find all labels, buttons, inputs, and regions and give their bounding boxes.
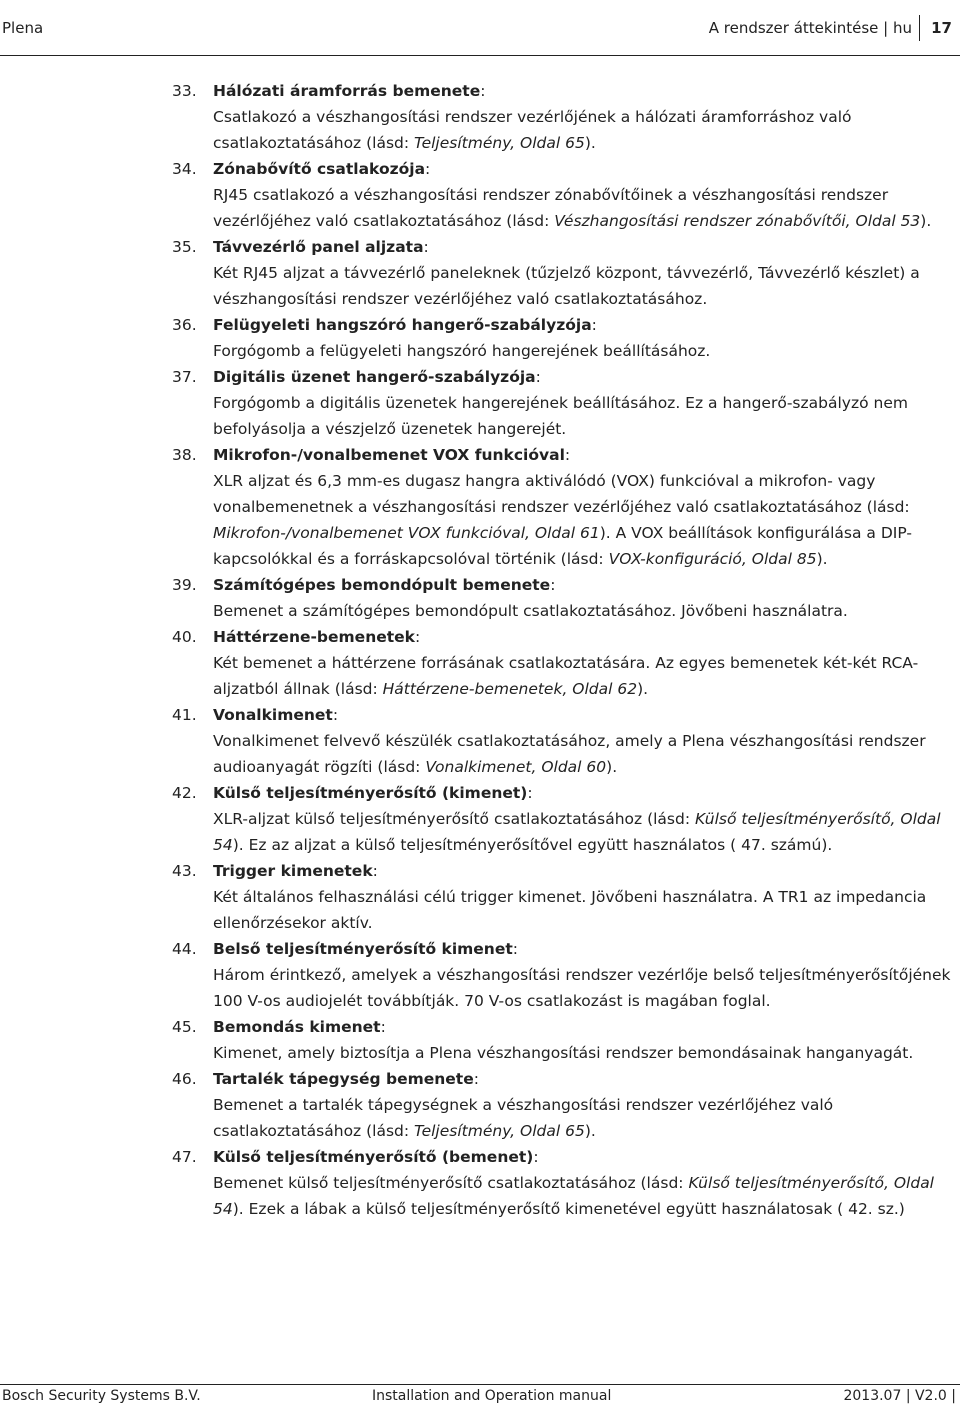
item-title: Vonalkimenet: <box>213 706 339 724</box>
version-info: 2013.07 | V2.0 | <box>843 1388 956 1404</box>
item-title: Bemondás kimenet: <box>213 1018 386 1036</box>
description-text: ). <box>584 134 596 152</box>
description-text: ). <box>584 1122 596 1140</box>
list-item <box>172 780 957 858</box>
description-text: Két RJ45 aljzat a távvezérlő paneleknek (tűzjelző központ, távvezérlő, Távvezérlő készlet) a vészhangosítási rendszer vezérlőjéhez való csatlakoztatásához. <box>213 264 920 308</box>
company-name: Bosch Security Systems B.V. <box>2 1388 201 1404</box>
item-description <box>213 806 957 858</box>
cross-reference: Vonalkimenet, Oldal 60 <box>425 758 607 776</box>
item-description <box>213 182 957 234</box>
description-text: Kimenet, amely biztosítja a Plena vészhangosítási rendszer bemondásainak hanganyagát. <box>213 1044 914 1062</box>
item-title-text: Külső teljesítményerősítő (kimenet) <box>213 784 528 802</box>
description-text: Három érintkező, amelyek a vészhangosítási rendszer vezérlője belső teljesítményerősítőjének 100 V-os audiojelét továbbítják. 70 V-os csatlakozást is magában foglal. <box>213 966 951 1010</box>
item-title: Belső teljesítményerősítő kimenet: <box>213 940 518 958</box>
description-text: Csatlakozó a vészhangosítási rendszer vezérlőjének a hálózati áramforráshoz való csatlakoztatásához (lásd: <box>213 108 852 152</box>
manual-title: Installation and Operation manual <box>372 1388 612 1404</box>
item-title: Háttérzene-bemenetek: <box>213 628 421 646</box>
cross-reference: Teljesítmény, Oldal 65 <box>414 1122 585 1140</box>
page-number: 17 <box>931 19 952 37</box>
list-item <box>172 1066 957 1144</box>
item-title-text: Trigger kimenetek <box>213 862 373 880</box>
list-item <box>172 364 957 442</box>
list-item <box>172 234 957 312</box>
list-item <box>172 156 957 234</box>
cross-reference: Vészhangosítási rendszer zónabővítői, Oldal 53 <box>554 212 921 230</box>
item-number: 43. <box>172 862 197 880</box>
list-item <box>172 1144 957 1222</box>
footer-rule <box>0 1384 960 1385</box>
description-text: Forgógomb a digitális üzenetek hangerejének beállításához. Ez a hangerő-szabályzó nem befolyásolja a vészjelző üzenetek hangerejét. <box>213 394 908 438</box>
item-title-text: Zónabővítő csatlakozója <box>213 160 426 178</box>
description-text: ). Ez az aljzat a külső teljesítményerősítővel együtt használatos ( 47. számú). <box>232 836 833 854</box>
item-title-text: Számítógépes bemondópult bemenete <box>213 576 551 594</box>
item-number: 42. <box>172 784 197 802</box>
description-text: ). <box>606 758 618 776</box>
item-title-text: Vonalkimenet <box>213 706 333 724</box>
item-number: 41. <box>172 706 197 724</box>
item-number: 47. <box>172 1148 197 1166</box>
item-title: Külső teljesítményerősítő (kimenet): <box>213 784 533 802</box>
item-description <box>213 728 957 780</box>
item-description <box>213 1170 957 1222</box>
item-number: 36. <box>172 316 197 334</box>
cross-reference: Háttérzene-bemenetek, Oldal 62 <box>382 680 638 698</box>
item-description <box>213 260 957 312</box>
list-item <box>172 442 957 572</box>
item-number: 34. <box>172 160 197 178</box>
item-description <box>213 468 957 572</box>
description-text: Bemenet a tartalék tápegységnek a vészhangosítási rendszer vezérlőjéhez való csatlakoztatásához (lásd: <box>213 1096 834 1140</box>
product-name: Plena <box>2 19 44 37</box>
list-item <box>172 936 957 1014</box>
item-description <box>213 1092 957 1144</box>
item-description <box>213 884 957 936</box>
item-title: Digitális üzenet hangerő-szabályzója: <box>213 368 541 386</box>
item-description <box>213 1040 957 1066</box>
description-text: Vonalkimenet felvevő készülék csatlakoztatásához, amely a Plena vészhangosítási rendszer audioanyagát rögzíti (lásd: <box>213 732 926 776</box>
item-number: 38. <box>172 446 197 464</box>
item-title: Trigger kimenetek: <box>213 862 378 880</box>
item-title: Tartalék tápegység bemenete: <box>213 1070 479 1088</box>
item-title: Távvezérlő panel aljzata: <box>213 238 429 256</box>
cross-reference: Mikrofon-/vonalbemenet VOX funkcióval, Oldal 61 <box>213 524 600 542</box>
header-divider <box>919 15 920 41</box>
description-text: ). <box>816 550 828 568</box>
cross-reference: Külső teljesítményerősítő, Oldal 54 <box>213 810 941 854</box>
list-item <box>172 572 957 624</box>
item-title: Mikrofon-/vonalbemenet VOX funkcióval: <box>213 446 571 464</box>
item-title: Külső teljesítményerősítő (bemenet): <box>213 1148 539 1166</box>
list-item <box>172 858 957 936</box>
item-number: 35. <box>172 238 197 256</box>
item-title-text: Mikrofon-/vonalbemenet VOX funkcióval <box>213 446 565 464</box>
item-title-text: Távvezérlő panel aljzata <box>213 238 424 256</box>
item-description <box>213 598 957 624</box>
item-description <box>213 390 957 442</box>
item-description <box>213 104 957 156</box>
item-title-text: Felügyeleti hangszóró hangerő-szabályzója <box>213 316 592 334</box>
description-text: ). <box>920 212 932 230</box>
cross-reference: VOX-konfiguráció, Oldal 85 <box>608 550 817 568</box>
item-description <box>213 650 957 702</box>
item-title-text: Belső teljesítményerősítő kimenet <box>213 940 513 958</box>
item-title: Felügyeleti hangszóró hangerő-szabályzója: <box>213 316 597 334</box>
item-list <box>172 78 957 1222</box>
list-item <box>172 1014 957 1066</box>
header-rule <box>0 55 960 56</box>
description-text: Forgógomb a felügyeleti hangszóró hangerejének beállításához. <box>213 342 711 360</box>
page-header <box>0 0 960 56</box>
item-number: 44. <box>172 940 197 958</box>
item-title-text: Tartalék tápegység bemenete <box>213 1070 474 1088</box>
item-title-text: Külső teljesítményerősítő (bemenet) <box>213 1148 534 1166</box>
item-number: 40. <box>172 628 197 646</box>
item-title-text: Hálózati áramforrás bemenete <box>213 82 481 100</box>
description-text: Bemenet külső teljesítményerősítő csatlakoztatásához (lásd: <box>213 1174 689 1192</box>
item-number: 33. <box>172 82 197 100</box>
item-title-text: Digitális üzenet hangerő-szabályzója <box>213 368 536 386</box>
item-title-text: Bemondás kimenet <box>213 1018 381 1036</box>
list-item <box>172 624 957 702</box>
item-title: Számítógépes bemondópult bemenete: <box>213 576 556 594</box>
cross-reference: Külső teljesítményerősítő, Oldal 54 <box>213 1174 934 1218</box>
description-text: XLR aljzat és 6,3 mm-es dugasz hangra aktiválódó (VOX) funkcióval a mikrofon- vagy vonalbemenetnek a vészhangosítási rendszer vezérlőjéhez való csatlakoztatásához (lásd: <box>213 472 910 516</box>
section-title: A rendszer áttekintése | hu <box>708 19 912 37</box>
item-description <box>213 338 957 364</box>
list-item <box>172 78 957 156</box>
item-description <box>213 962 957 1014</box>
list-item <box>172 702 957 780</box>
item-number: 39. <box>172 576 197 594</box>
item-number: 37. <box>172 368 197 386</box>
description-text: RJ45 csatlakozó a vészhangosítási rendszer zónabővítőinek a vészhangosítási rendszer vezérlőjéhez való csatlakoztatásához (lásd: <box>213 186 889 230</box>
description-text: Két általános felhasználási célú trigger kimenet. Jövőbeni használatra. A TR1 az impedancia ellenőrzésekor aktív. <box>213 888 927 932</box>
description-text: Két bemenet a háttérzene forrásának csatlakoztatására. Az egyes bemenetek két-két RCA-aljzatból állnak (lásd: <box>213 654 919 698</box>
item-number: 46. <box>172 1070 197 1088</box>
cross-reference: Teljesítmény, Oldal 65 <box>414 134 585 152</box>
description-text: XLR-aljzat külső teljesítményerősítő csatlakoztatásához (lásd: <box>213 810 695 828</box>
description-text: ). A VOX beállítások konfigurálása a DIP-kapcsolókkal és a forráskapcsolóval történik (lásd: <box>213 524 912 568</box>
page-footer <box>0 1384 960 1405</box>
item-title: Hálózati áramforrás bemenete: <box>213 82 486 100</box>
description-text: ). Ezek a lábak a külső teljesítményerősítő kimenetével együtt használatosak ( 42. sz.) <box>232 1200 905 1218</box>
description-text: Bemenet a számítógépes bemondópult csatlakoztatásához. Jövőbeni használatra. <box>213 602 848 620</box>
item-number: 45. <box>172 1018 197 1036</box>
list-item <box>172 312 957 364</box>
description-text: ). <box>637 680 649 698</box>
item-title: Zónabővítő csatlakozója: <box>213 160 431 178</box>
item-title-text: Háttérzene-bemenetek <box>213 628 415 646</box>
